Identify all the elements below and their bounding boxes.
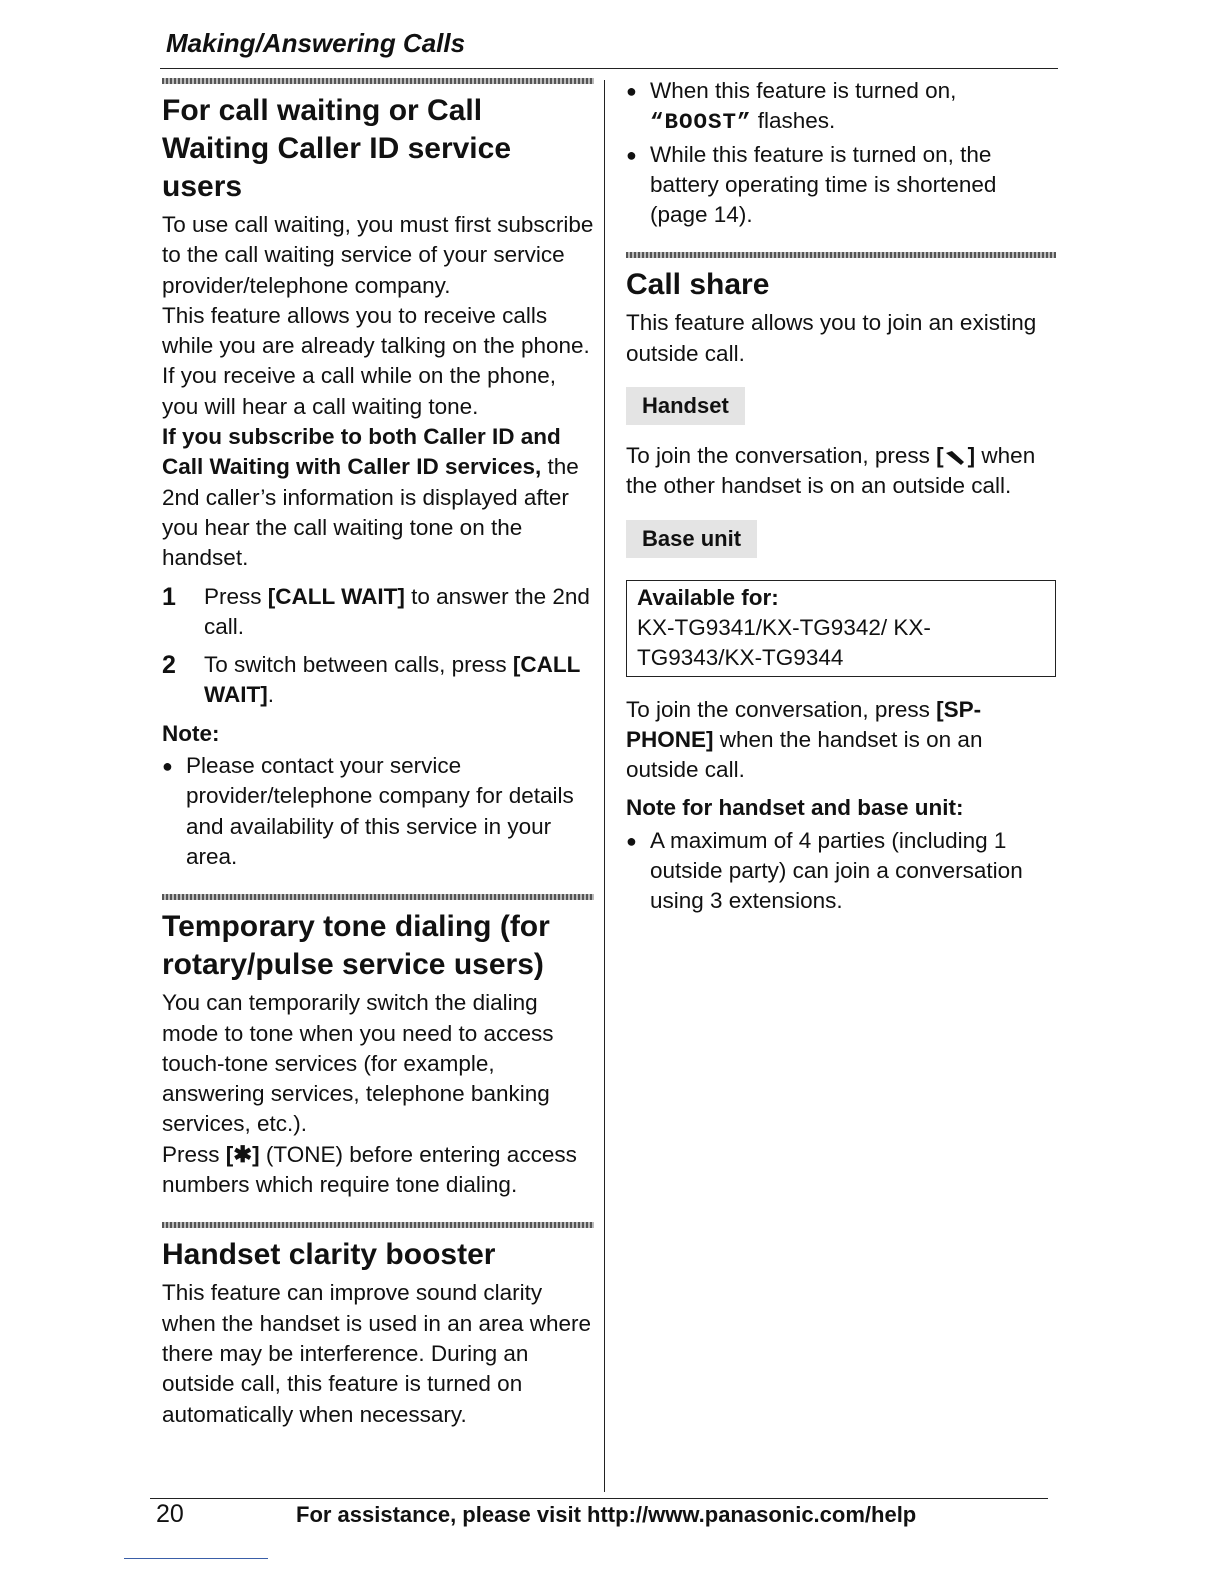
caller-id-bold-text: If you subscribe to both Caller ID and Call Waiting with Caller ID services,: [162, 424, 561, 480]
header-rule: [160, 68, 1058, 69]
talk-phone-icon: [944, 448, 968, 466]
call-wait-key: [CALL WAIT]: [204, 652, 580, 708]
handset-pre: To join the conversation, press: [626, 443, 937, 469]
step-post: to answer the 2nd call.: [204, 583, 590, 639]
step-text: [204, 650, 594, 711]
tone-dialing-para2: [162, 1140, 594, 1201]
base-post: when the handset is on an outside call.: [626, 726, 983, 783]
step-post: .: [267, 682, 274, 708]
note-bullet: [162, 751, 594, 872]
step-pre: Press: [204, 583, 268, 609]
clarity-booster-para: This feature can improve sound clarity when the handset is used in an area where there may be interference. During an outside call, this feature is turned on automatically when necessary.: [162, 1280, 592, 1427]
available-for-label: Available for:: [637, 584, 779, 610]
section-divider: [162, 78, 594, 84]
clarity-booster-section: [162, 1222, 594, 1429]
tone-dialing-heading: Temporary tone dialing (for rotary/pulse service users): [162, 910, 550, 982]
availability-box: [626, 580, 1056, 677]
call-share-intro: This feature allows you to join an existing outside call.: [626, 310, 1037, 366]
note-label: Note:: [162, 720, 220, 746]
call-waiting-section: [162, 78, 594, 872]
call-waiting-para1: To use call waiting, you must first subscribe to the call waiting service of your service provider/telephone company.: [162, 212, 594, 298]
page-header-title: Making/Answering Calls: [166, 28, 466, 58]
left-column: [162, 78, 594, 1430]
handset-base-note-bullet: [626, 826, 1056, 917]
scan-artifact-line: [124, 1558, 268, 1559]
section-divider: [162, 894, 594, 900]
step-number: 1: [162, 582, 176, 611]
bullet-icon: ●: [626, 144, 637, 165]
footer-help-text: For assistance, please visit http://www.panasonic.com/help: [296, 1502, 917, 1527]
star-key: [✱]: [225, 1141, 260, 1167]
tone-rest-text: (TONE) before entering access numbers which require tone dialing.: [162, 1141, 577, 1198]
note-bullet-text: Please contact your service provider/telephone company for details and availability of this service in your area.: [186, 753, 574, 869]
boost-display-word: “BOOST”: [650, 109, 752, 136]
handset-base-note-label: Note for handset and base unit:: [626, 795, 964, 821]
talk-key: [936, 443, 975, 468]
bullet-icon: ●: [162, 756, 173, 777]
boost-bullet-2: [626, 140, 1056, 231]
step-pre: To switch between calls, press: [204, 652, 513, 678]
available-models: KX-TG9341/KX-TG9342/ KX-TG9343/KX-TG9344: [637, 614, 931, 671]
talk-key-open: [: [936, 443, 944, 469]
caller-id-rest-text: the 2nd caller’s information is displayed after you hear the call waiting tone on the handset.: [162, 454, 579, 571]
bullet-icon: ●: [626, 830, 637, 851]
column-divider: [604, 80, 605, 1492]
handset-tag: Handset: [626, 387, 745, 425]
footer-rule: [150, 1498, 1048, 1499]
boost-post: flashes.: [751, 108, 836, 134]
call-share-section: [626, 252, 1056, 916]
right-column: [626, 74, 1056, 917]
step-1: [162, 582, 594, 643]
call-waiting-heading: For call waiting or Call Waiting Caller ID service users: [162, 94, 512, 203]
boost-bullet-2-text: While this feature is turned on, the battery operating time is shortened (page 14).: [650, 141, 997, 228]
press-text: Press: [162, 1141, 226, 1167]
page-number: 20: [156, 1500, 184, 1528]
tone-dialing-section: [162, 894, 594, 1200]
handset-base-note-text: A maximum of 4 parties (including 1 outside party) can join a conversation using 3 extensions.: [650, 827, 1023, 914]
call-waiting-para3: [162, 422, 594, 573]
base-unit-tag: Base unit: [626, 520, 757, 558]
section-divider: [626, 252, 1056, 258]
handset-instructions: [626, 441, 1056, 502]
call-waiting-para2: This feature allows you to receive calls while you are already talking on the phone. If you receive a call while on the phone, you will hear a call waiting tone.: [162, 302, 590, 419]
step-text: [204, 582, 594, 643]
step-number: 2: [162, 651, 176, 680]
base-instructions: [626, 695, 1056, 786]
boost-bullet-1-text: [650, 76, 1056, 138]
talk-key-close: ]: [967, 443, 976, 469]
step-2: [162, 650, 594, 711]
handset-post: when the other handset is on an outside call.: [626, 443, 1036, 499]
call-share-heading: Call share: [626, 268, 770, 302]
boost-bullet-1: [626, 76, 1056, 138]
boost-pre: When this feature is turned on,: [650, 78, 957, 103]
base-pre: To join the conversation, press: [626, 696, 937, 722]
clarity-booster-heading: Handset clarity booster: [162, 1238, 496, 1272]
tone-dialing-para1: You can temporarily switch the dialing mode to tone when you need to access touch-tone services (for example, answering services, telephone banking services, etc.).: [162, 990, 554, 1137]
call-wait-key: [CALL WAIT]: [267, 583, 405, 609]
sp-phone-key: [SP-PHONE]: [626, 696, 982, 752]
section-divider: [162, 1222, 594, 1228]
bullet-icon: ●: [626, 81, 637, 101]
